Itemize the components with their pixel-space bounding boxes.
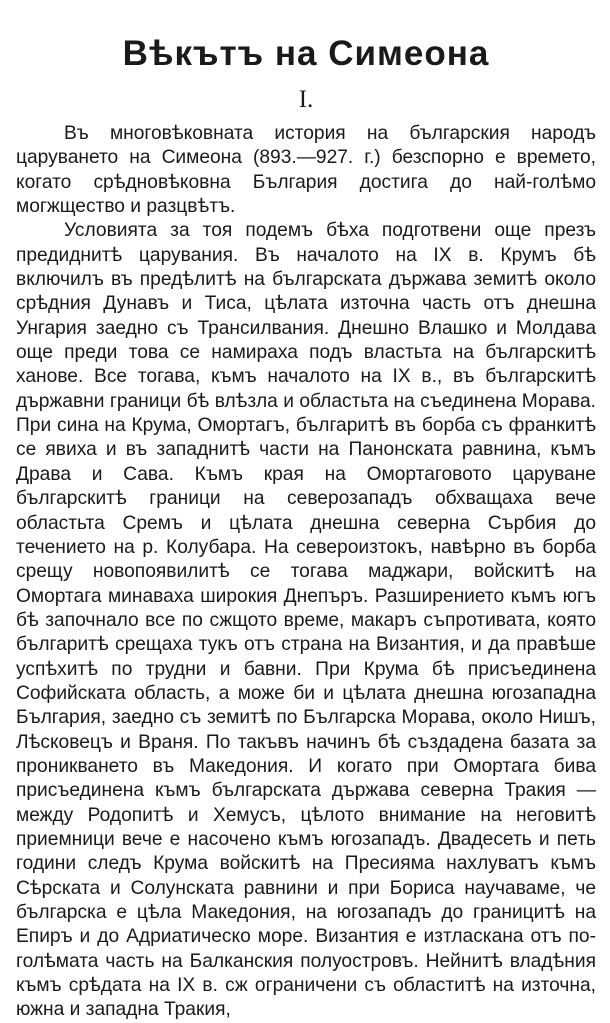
paragraph-2: Условията за тоя подемъ бѣха подготвени още презъ предиднитѣ царувания. Въ началото на IX в. Крумъ бѣ включилъ въ предѣлитѣ на българската държава земитѣ около срѣдния Дунавъ и Тиса, цѣлата източна часть отъ днешна Унгария заедно съ Трансилвания. Днешно Влашко и Молдава още преди това се намираха подъ властьта на българскитѣ ханове. Все тогава, къмъ началото на IX в., въ българскитѣ държавни граници бѣ влѣзла и областьта на съединена Морава. При сина на Крума, Омортагъ, българитѣ въ борба съ франкитѣ се явиха и въ западнитѣ части на Панонската равнина, къмъ Драва и Сава. Къмъ края на Омортаговото царуване българскитѣ граници на северозападъ обхващаха вече областьта Сремъ и цѣлата днешна северна Сърбия до течението на р. Колубара. На североизтокъ, навѣрно въ борба срещу новопоявилитѣ се тогава маджари, войскитѣ на Омортага минаваха широкия Днепъръ. Разширението къмъ югъ бѣ започнало все по сжщото време, макаръ съпротивата, която българитѣ срещаха тукъ отъ страна на Византия, и да правѣше успѣхитѣ по трудни и бавни. При Крума бѣ присъединена Софийската область, а може би и цѣлата днешна югозападна България, заедно съ земитѣ по Българска Морава, около Нишъ, Лѣсковецъ и Враня. По такъвъ начинъ бѣ създадена базата за проникването въ Македония. И когато при Омортага бива присъединена къмъ българската държава северна Тракия — между Родопитѣ и Хемусъ, цѣлото внимание на неговитѣ приемници вече е насочено къмъ югозападъ. Двадесеть и петь години следъ Крума войскитѣ на Пресияма нахлуватъ къмъ Сѣрската и Солунската равнини и при Бориса научаваме, че българска е цѣла Македония, на югозападъ до границитѣ на Епиръ и до Адриатическо море. Византия е изтласкана отъ по-голѣмата часть на Балканския полуостровъ. Нейнитѣ владѣния къмъ срѣдата на IX в. сж ограничени съ областитѣ на източна, южна и западна Тракия, — [16, 220, 596, 1021]
section-number: I. — [298, 86, 314, 113]
paragraph-1: Въ многовѣковната история на българския народъ царуването на Симеона (893.—927. г.) безспорно е времето, когато срѣдновѣковна България достига до най-голѣмо могжщество и разцвѣтъ. — [16, 123, 596, 218]
document-title: Вѣкътъ на Симеона — [122, 34, 490, 73]
